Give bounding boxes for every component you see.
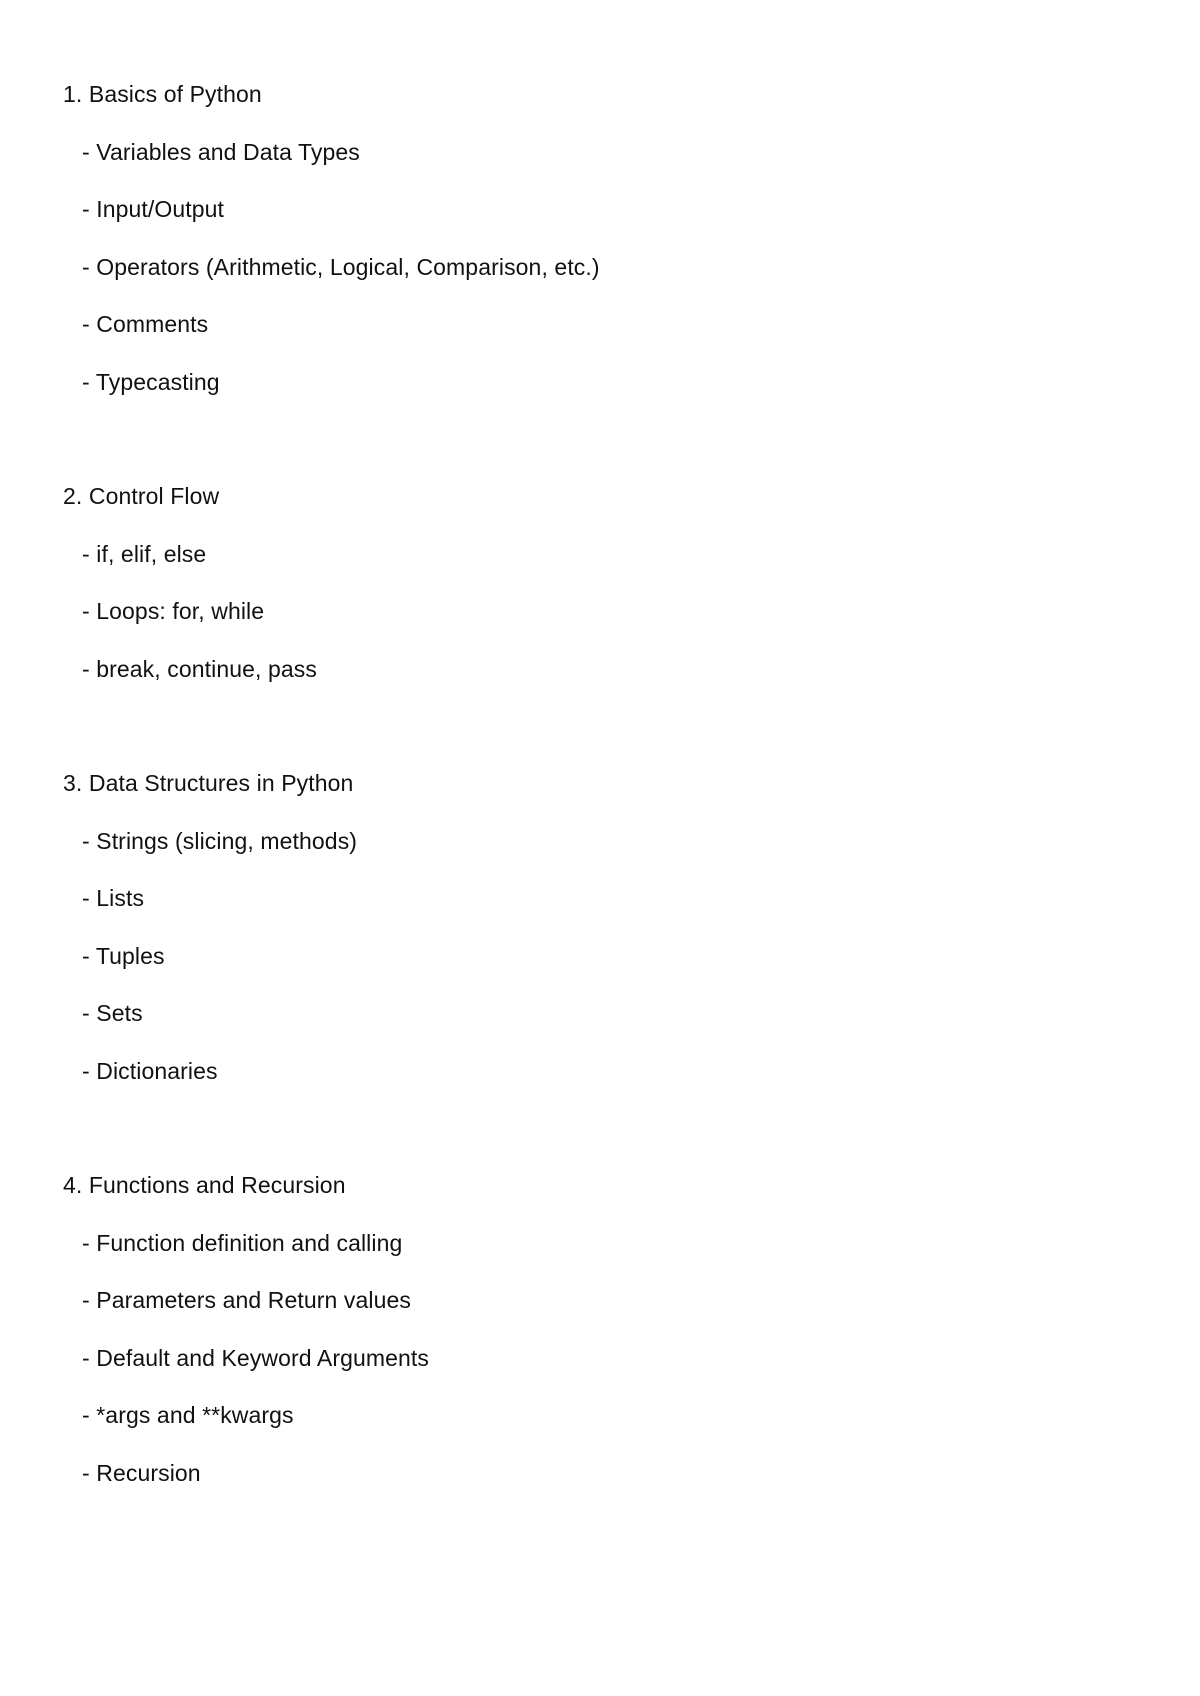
section-basics-of-python xyxy=(63,66,1200,411)
list-item: - if, elif, else xyxy=(82,540,207,567)
list-item: - Variables and Data Types xyxy=(82,138,360,165)
list-item: - Default and Keyword Arguments xyxy=(82,1344,429,1371)
list-item: - Lists xyxy=(82,885,145,911)
list-item: - Operators (Arithmetic, Logical, Comparison, etc.) xyxy=(82,253,600,280)
list-item: - Sets xyxy=(82,1000,143,1026)
section-heading: 1. Basics of Python xyxy=(63,81,262,107)
list-item: - Input/Output xyxy=(82,196,225,222)
list-item: - break, continue, pass xyxy=(82,655,317,682)
list-item: - Typecasting xyxy=(82,368,220,395)
list-item: - Loops: for, while xyxy=(82,598,265,624)
section-data-structures xyxy=(63,755,1200,1100)
list-item: - Recursion xyxy=(82,1459,201,1486)
list-item: - Parameters and Return values xyxy=(82,1287,411,1313)
list-item: - Strings (slicing, methods) xyxy=(82,827,358,854)
section-heading: 4. Functions and Recursion xyxy=(63,1172,346,1198)
list-item: - Comments xyxy=(82,311,209,337)
section-functions-and-recursion xyxy=(63,1157,1200,1502)
list-item: - Dictionaries xyxy=(82,1057,218,1084)
list-item: - Tuples xyxy=(82,942,165,969)
section-heading: 3. Data Structures in Python xyxy=(63,770,354,796)
section-heading: 2. Control Flow xyxy=(63,483,220,509)
list-item: - *args and **kwargs xyxy=(82,1402,294,1428)
list-item: - Function definition and calling xyxy=(82,1229,403,1256)
section-control-flow xyxy=(63,468,1200,698)
